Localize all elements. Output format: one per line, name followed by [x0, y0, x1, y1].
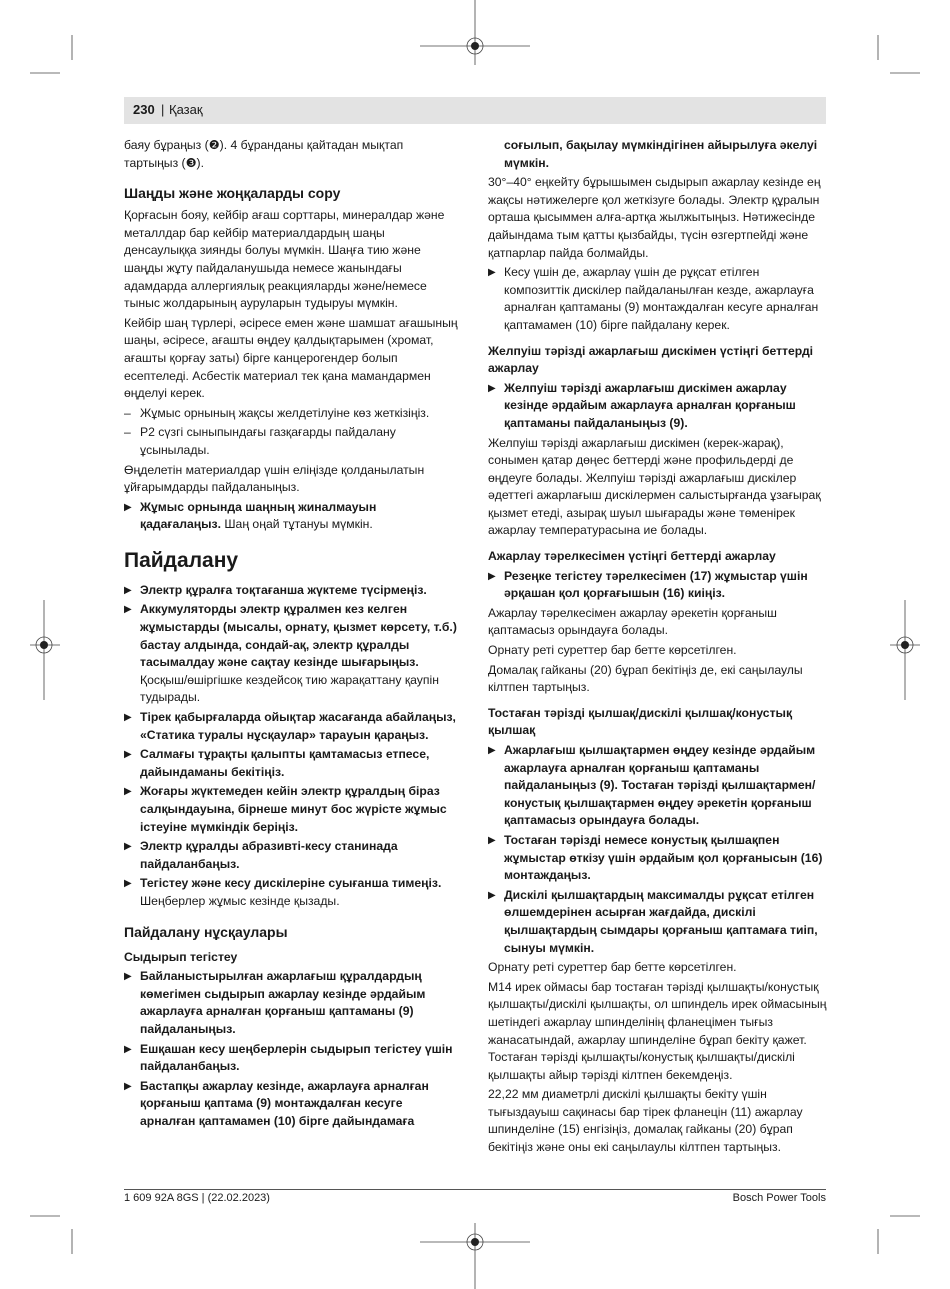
sanding-paragraph-2: Орнату реті суреттер бар бетте көрсетілген. — [488, 643, 737, 658]
triangle-bullet-icon: ▶ — [124, 786, 132, 798]
warning-item: ▶ Жоғары жүктемеден кейін электр құралдың біраз салқындауына, бірнеше минут бос жүрісте жұмыс істеуіне мүмкіндік беріңіз. — [124, 784, 447, 834]
triangle-bullet-icon: ▶ — [124, 841, 132, 853]
warning-item: ▶ Тостаған тәрізді немесе конустық қылшақпен жұмыстар өткізу үшін әрдайым қол қорғанысын (16) монтаждаңыз. — [488, 832, 823, 883]
brush-paragraph-3: 22,22 мм диаметрлі дискілі қылшақты бекіту үшін тығыздауыш сақинасы бар тірек фланецін (11) ажарлау шпинделіне (15) енгізіңіз, домалақ гайканы (20) бұрап бекітіңіз және оны екі саңылаулы кілтпен тартыңыз. — [488, 1087, 803, 1155]
triangle-bullet-icon: ▶ — [124, 501, 132, 513]
dust-paragraph-2: Кейбір шаң түрлері, әсіресе емен және шамшат ағашының шаңы, әсіресе, ағашты өңдеу қалдықтарымен (хромат, ағашты қорғау заты) бірге канцерогендер болып есептеледі. Асбестік материал тек қана мамандармен өңделуі керек. — [124, 315, 458, 401]
dust-heading: Шаңды және жоңқаларды сору — [124, 185, 341, 202]
sanding-paragraph-3: Домалақ гайканы (20) бұрап бекітіңіз де, екі саңылаулы кілтпен тартыңыз. — [488, 662, 803, 695]
triangle-bullet-icon: ▶ — [124, 584, 132, 596]
sanding-paragraph-1: Ажарлау тәрелкесімен ажарлау әрекетін қорғаныш қаптамасыз орындауға болады. — [488, 605, 777, 638]
dash-item: – P2 сүзгі сыныпындағы газқағарды пайдалану ұсынылады. — [124, 425, 396, 457]
right-column — [488, 137, 828, 1159]
warning-item: ▶ Жұмыс орнында шаңның жиналмауын қадағалаңыз. Шаң оңай тұтануы мүмкін. — [124, 499, 377, 532]
warning-item: ▶ Дискілі қылшақтардың максималды рұқсат етілген өлшемдерінен асырған жағдайда, дискілі қылшақтардың сымдары қорғаныш қаптамаға тиіп, сынуы мүмкін. — [488, 887, 818, 955]
dust-paragraph-1: Қорғасын бояу, кейбір ағаш сорттары, минералдар және металлдар бар кейбір материалдардың шаңы денсаулыққа зиянды болуы мүмкін. Шаңға тию және шаңды жұту пайдаланушыда немесе жанындағы адамдарда аллергиялық реакцияларды және/немесе тыныс жолдарының ауруларын тудыруы мүмкін. — [124, 208, 445, 311]
triangle-bullet-icon: ▶ — [488, 570, 496, 582]
instructions-heading: Пайдалану нұсқаулары — [124, 923, 288, 940]
warning-item: ▶ Желпуіш тәрізді ажарлағыш дискімен ажарлау кезінде әрдайым ажарлауға арналған қорғаныш қаптаманы пайдаланыңыз (9). — [488, 380, 796, 430]
footer-brand: Bosch Power Tools — [732, 1192, 826, 1204]
triangle-bullet-icon: ▶ — [124, 604, 132, 616]
warning-item-continued: соғылып, бақылау мүмкіндігінен айырылуға әкелуі мүмкін. — [504, 138, 818, 170]
angle-paragraph: 30°–40° еңкейту бұрышымен сыдырып ажарлау кезінде ең жақсы нәтижелерге қол жеткізуге болады. Электр құралын орташа қысыммен алға-артқа жылжытыңыз. Нәтижесінде дайындама тым қатты қызбайды, түсін өзгертпейді және қатпарлар пайда болмайды. — [488, 175, 821, 260]
warning-item: ▶ Ажарлағыш қылшақтармен өңдеу кезінде әрдайым ажарлауға арналған қорғаныш қаптаманы пайдаланыңыз (9). Тостаған тәрізді қылшақтармен/конустық қылшақтармен өңдеу әрекетін қорғаныш қаптамасыз орындауға болады. — [488, 743, 816, 828]
sanding-plate-heading: Ажарлау тәрелкесімен үстіңгі беттерді ажарлау — [488, 549, 776, 564]
triangle-bullet-icon: ▶ — [124, 878, 132, 890]
warning-item: ▶ Бастапқы ажарлау кезінде, ажарлауға арналған қорғаныш қаптама (9) монтаждалған кесуге арналған қаптамамен (10) бірге дайындамаға — [124, 1078, 429, 1128]
intro-paragraph: баяу бұраңыз (❷). 4 бұранданы қайтадан мықтап тартыңыз (❸). — [124, 138, 404, 170]
header-language: Қазақ — [169, 102, 203, 117]
page-number: 230 — [133, 102, 155, 117]
triangle-bullet-icon: ▶ — [488, 834, 496, 846]
section-title-use: Пайдалану — [124, 548, 239, 572]
triangle-bullet-icon: ▶ — [124, 971, 132, 983]
brush-paragraph-1: Орнату реті суреттер бар бетте көрсетілген. — [488, 960, 737, 975]
triangle-bullet-icon: ▶ — [124, 1080, 132, 1092]
warning-item: ▶ Тегістеу және кесу дискілеріне суығанша тимеңіз. Шеңберлер жұмыс кезінде қызады. — [124, 876, 442, 908]
footer-rule — [124, 1189, 826, 1190]
dash-item: – Жұмыс орнының жақсы желдетілуіне көз жеткізіңіз. — [124, 405, 430, 420]
triangle-bullet-icon: ▶ — [124, 1043, 132, 1055]
warning-item: ▶ Тірек қабырғаларда ойықтар жасағанда абайлаңыз, «Статика туралы нұсқаулар» тарауын қараңыз. — [124, 710, 456, 742]
warning-item: ▶ Байланыстырылған ажарлағыш құралдардың көмегімен сыдырып ажарлау кезінде әрдайым ажарлауға арналған қорғаныш қаптаманы (9) пайдаланыңыз. — [124, 969, 426, 1036]
triangle-bullet-icon: ▶ — [124, 749, 132, 761]
warning-item: ▶ Аккумуляторды электр құралмен кез келген жұмыстарды (мысалы, орнату, қызмет көрсету, т.б.) бастау алдында, сондай-ақ, электр құралды тасымалдау және сақтау кезінде шығарыңыз. Қосқыш/өшіргішке кездейсоқ тию жарақаттану қаупін тудырады. — [124, 602, 457, 705]
warning-item: ▶ Салмағы тұрақты қалыпты қамтамасыз етпесе, дайындаманы бекітіңіз. — [124, 747, 430, 779]
warning-item: ▶ Резеңке тегістеу тәрелкесімен (17) жұмыстар үшін әрқашан қол қорғағышын (16) киіңіз. — [488, 568, 808, 601]
footer-doc-number: 1 609 92A 8GS | (22.02.2023) — [124, 1192, 270, 1204]
warning-item: ▶ Электр құралды абразивті-кесу станинада пайдаланбаңыз. — [124, 839, 398, 871]
warning-item: ▶ Кесу үшін де, ажарлау үшін де рұқсат етілген композиттік дискілер пайдаланылған кезде, ажарлауға арналған қаптаманы (9) монтаждалған кесуге арналған қаптамамен (10) бірге пайдалану керек. — [488, 265, 819, 332]
warning-item: ▶ Электр құралға тоқтағанша жүктеме түсірмеңіз. — [124, 582, 460, 600]
warning-item: ▶ Ешқашан кесу шеңберлерін сыдырып тегістеу үшін пайдаланбаңыз. — [124, 1041, 453, 1074]
left-column — [124, 137, 460, 1133]
page-header — [124, 97, 826, 124]
header-separator: | — [161, 102, 165, 117]
triangle-bullet-icon: ▶ — [488, 745, 496, 756]
fan-disc-paragraph: Желпуіш тәрізді ажарлағыш дискімен (керек-жарақ), сонымен қатар дөңес беттерді және профильдерді де өңдеуге болады. Желпуіш тәрізді ажарлағыш дискілер әдеттегі ажарлағыш дискілермен салыстырғанда ұзағырақ қызмет етеді, азырақ шуыл шығарады және төменірек ажарлау температурасына ие болады. — [488, 435, 821, 538]
brush-paragraph-2: M14 ирек оймасы бар тостаған тәрізді қылшақты/конустық қылшақты/дискілі қылшақты, ол шпиндель ирек оймасының шетіндегі ажарлау шпинделінің фланецімен тығыз жанасатындай, ажарлау шпинделіне бұрап бекіту қажет. Тостаған тәрізді қылшақты/конустық қылшақты/дискілі қылшақты айыр тәрізді кілтпен бекемдеңіз. — [488, 979, 827, 1082]
triangle-bullet-icon: ▶ — [488, 267, 496, 279]
dust-paragraph-3: Өңделетін материалдар үшін еліңізде қолданылатын ұйғарымдарды пайдаланыңыз. — [124, 462, 425, 495]
triangle-bullet-icon: ▶ — [124, 712, 132, 724]
triangle-bullet-icon: ▶ — [488, 382, 496, 394]
fan-disc-heading: Желпуіш тәрізді ажарлағыш дискімен үстіңгі беттерді ажарлау — [488, 343, 814, 376]
triangle-bullet-icon: ▶ — [488, 889, 496, 901]
brush-heading: Тостаған тәрізді қылшақ/дискілі қылшақ/конустық қылшақ — [488, 705, 793, 738]
roughing-subheading: Сыдырып тегістеу — [124, 949, 238, 964]
